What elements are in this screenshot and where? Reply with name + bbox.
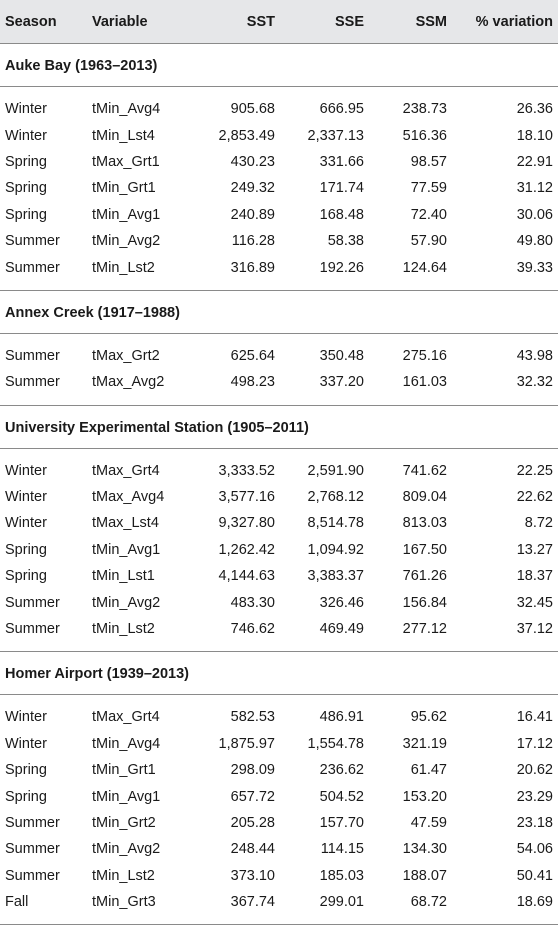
- section-spacer: [0, 695, 558, 705]
- table-row: [0, 343, 558, 369]
- sse-cell: 114.15: [320, 841, 364, 858]
- variable-cell: tMin_Grt3: [92, 894, 156, 911]
- season-cell: Winter: [5, 127, 47, 144]
- season-cell: Spring: [5, 541, 47, 558]
- table-row: [0, 731, 558, 757]
- section-title: Annex Creek (1917–1988): [0, 290, 558, 333]
- ssm-cell: 72.40: [410, 206, 447, 223]
- season-cell: Winter: [5, 489, 47, 506]
- season-cell: Summer: [5, 621, 60, 638]
- section-spacer: [0, 448, 558, 458]
- pct-variation-cell: 23.29: [516, 788, 553, 805]
- sst-cell: 2,853.49: [218, 127, 275, 144]
- ssm-cell: 277.12: [402, 621, 447, 638]
- section-end-spacer: [0, 396, 558, 406]
- season-cell: Spring: [5, 206, 47, 223]
- ssm-cell: 813.03: [402, 515, 447, 532]
- ssm-cell: 57.90: [410, 233, 447, 250]
- sse-cell: 350.48: [319, 347, 364, 364]
- season-cell: Summer: [5, 867, 60, 884]
- pct-variation-cell: 32.45: [516, 594, 553, 611]
- ssm-cell: 95.62: [410, 709, 447, 726]
- variable-cell: tMin_Avg2: [92, 841, 161, 858]
- section-header-row: [0, 44, 558, 87]
- section-spacer: [0, 333, 558, 343]
- table-row: [0, 563, 558, 589]
- season-cell: Spring: [5, 568, 47, 585]
- table-row: [0, 836, 558, 862]
- season-cell: Summer: [5, 815, 60, 831]
- sst-cell: 905.68: [230, 101, 275, 118]
- sse-cell: 236.62: [319, 762, 364, 779]
- pct-variation-cell: 22.62: [516, 489, 553, 506]
- sse-cell: 331.66: [319, 153, 364, 170]
- ssm-cell: 275.16: [402, 347, 447, 364]
- ssm-cell: 156.84: [402, 594, 447, 611]
- sse-cell: 157.70: [319, 815, 364, 831]
- sse-cell: 469.49: [319, 621, 364, 638]
- section-end-spacer: [0, 281, 558, 291]
- sst-cell: 316.89: [230, 259, 275, 276]
- ssm-cell: 516.36: [402, 127, 447, 144]
- season-cell: Summer: [5, 841, 60, 858]
- pct-variation-cell: 18.10: [516, 127, 553, 144]
- variable-cell: tMin_Lst2: [92, 259, 155, 276]
- season-cell: Spring: [5, 788, 47, 805]
- ssm-cell: 238.73: [402, 101, 447, 118]
- sst-cell: 116.28: [231, 233, 275, 250]
- variable-cell: tMin_Lst1: [92, 568, 155, 585]
- sse-cell: 326.46: [319, 594, 364, 611]
- pct-variation-cell: 23.18: [516, 815, 553, 831]
- ssm-cell: 77.59: [410, 180, 447, 197]
- season-cell: Summer: [5, 594, 60, 611]
- section-title: Auke Bay (1963–2013): [0, 44, 558, 87]
- table-row: [0, 202, 558, 228]
- season-cell: Summer: [5, 259, 60, 276]
- variable-cell: tMin_Lst2: [92, 621, 155, 638]
- pct-variation-cell: 13.27: [516, 541, 553, 558]
- sse-cell: 168.48: [319, 206, 364, 223]
- season-cell: Winter: [5, 462, 47, 479]
- column-header-sse: SSE: [279, 0, 368, 44]
- sst-cell: 248.44: [230, 841, 275, 858]
- sse-cell: 3,383.37: [307, 568, 364, 585]
- pct-variation-cell: 22.25: [516, 462, 553, 479]
- ssm-cell: 124.64: [402, 259, 447, 276]
- sst-cell: 582.53: [230, 709, 275, 726]
- variable-cell: tMax_Grt4: [92, 709, 160, 726]
- sst-cell: 298.09: [230, 762, 275, 779]
- pct-variation-cell: 18.37: [516, 568, 553, 585]
- sse-cell: 2,591.90: [307, 462, 364, 479]
- section-end-spacer: [0, 915, 558, 925]
- table-row: [0, 458, 558, 484]
- table-row: [0, 589, 558, 615]
- table-row: [0, 510, 558, 536]
- variable-cell: tMax_Grt2: [92, 347, 160, 364]
- section-header-row: [0, 405, 558, 448]
- variable-cell: tMin_Lst2: [92, 867, 155, 884]
- sst-cell: 625.64: [230, 347, 275, 364]
- variable-cell: tMax_Grt4: [92, 462, 160, 479]
- header-row: [0, 0, 558, 44]
- variable-cell: tMin_Avg1: [92, 206, 161, 223]
- ssm-cell: 134.30: [402, 841, 447, 858]
- table-row: [0, 228, 558, 254]
- variable-cell: tMin_Grt2: [92, 815, 156, 831]
- season-cell: Spring: [5, 762, 47, 779]
- column-header-variable: Variable: [88, 0, 200, 44]
- pct-variation-cell: 39.33: [516, 259, 553, 276]
- season-cell: Spring: [5, 153, 47, 170]
- season-cell: Spring: [5, 180, 47, 197]
- section-header-row: [0, 652, 558, 695]
- ssm-cell: 809.04: [402, 489, 447, 506]
- variable-cell: tMax_Avg2: [92, 374, 165, 391]
- season-cell: Winter: [5, 735, 47, 752]
- table-row: [0, 704, 558, 730]
- table-row: [0, 783, 558, 809]
- sse-cell: 58.38: [327, 233, 364, 250]
- table-row: [0, 122, 558, 148]
- ssm-cell: 98.57: [410, 153, 447, 170]
- sse-cell: 337.20: [319, 374, 364, 391]
- sse-cell: 666.95: [319, 101, 364, 118]
- season-cell: Fall: [5, 894, 29, 911]
- variable-cell: tMin_Avg1: [92, 788, 161, 805]
- variable-cell: tMin_Grt1: [92, 762, 156, 779]
- sst-cell: 483.30: [230, 594, 275, 611]
- sse-cell: 185.03: [319, 867, 364, 884]
- variable-cell: tMax_Grt1: [92, 153, 160, 170]
- pct-variation-cell: 22.91: [516, 153, 553, 170]
- pct-variation-cell: 31.12: [516, 180, 553, 197]
- table-row: [0, 175, 558, 201]
- pct-variation-cell: 16.41: [516, 709, 553, 726]
- sst-cell: 9,327.80: [218, 515, 275, 532]
- column-header-season: Season: [0, 0, 88, 44]
- ssm-cell: 321.19: [402, 735, 447, 752]
- table-row: [0, 863, 558, 889]
- ssm-cell: 47.59: [410, 815, 447, 831]
- variable-cell: tMin_Grt1: [92, 180, 156, 197]
- table-body: [0, 44, 558, 925]
- pct-variation-cell: 54.06: [516, 841, 553, 858]
- table-row: [0, 616, 558, 642]
- pct-variation-cell: 49.80: [516, 233, 553, 250]
- ssm-cell: 167.50: [402, 541, 447, 558]
- variable-cell: tMin_Avg4: [92, 101, 161, 118]
- sse-cell: 192.26: [319, 259, 364, 276]
- table-row: [0, 810, 558, 836]
- section-spacer: [0, 87, 558, 97]
- variable-cell: tMin_Avg1: [92, 541, 161, 558]
- sst-cell: 1,875.97: [218, 735, 275, 752]
- season-cell: Winter: [5, 101, 47, 118]
- variable-cell: tMax_Lst4: [92, 515, 159, 532]
- table-row: [0, 254, 558, 280]
- season-cell: Winter: [5, 709, 47, 726]
- pct-variation-cell: 26.36: [516, 101, 553, 118]
- variable-cell: tMin_Avg2: [92, 594, 161, 611]
- section-title: Homer Airport (1939–2013): [0, 652, 558, 695]
- sse-cell: 504.52: [319, 788, 364, 805]
- season-cell: Summer: [5, 347, 60, 364]
- sst-cell: 430.23: [230, 153, 275, 170]
- sst-cell: 249.32: [230, 180, 275, 197]
- sst-cell: 373.10: [230, 867, 275, 884]
- sst-cell: 3,333.52: [218, 462, 275, 479]
- sst-cell: 498.23: [230, 374, 275, 391]
- pct-variation-cell: 43.98: [516, 347, 553, 364]
- ssm-cell: 761.26: [402, 568, 447, 585]
- column-header-ssm: SSM: [368, 0, 451, 44]
- sst-cell: 1,262.42: [218, 541, 275, 558]
- sst-cell: 3,577.16: [218, 489, 275, 506]
- sse-cell: 8,514.78: [307, 515, 364, 532]
- column-header-pct-variation: % variation: [451, 0, 558, 44]
- ssm-cell: 153.20: [402, 788, 447, 805]
- section-title: University Experimental Station (1905–2011): [0, 405, 558, 448]
- pct-variation-cell: 8.72: [524, 515, 553, 532]
- table-row: [0, 96, 558, 122]
- sst-cell: 657.72: [230, 788, 275, 805]
- variable-cell: tMin_Lst4: [92, 127, 155, 144]
- ssm-cell: 161.03: [402, 374, 447, 391]
- sse-cell: 2,337.13: [307, 127, 364, 144]
- ssm-cell: 741.62: [402, 462, 447, 479]
- sst-cell: 367.74: [230, 894, 275, 911]
- sse-cell: 1,554.78: [307, 735, 364, 752]
- sse-cell: 171.74: [319, 180, 364, 197]
- pct-variation-cell: 50.41: [516, 867, 553, 884]
- pct-variation-cell: 30.06: [516, 206, 553, 223]
- variable-cell: tMin_Avg2: [92, 233, 161, 250]
- ssm-cell: 68.72: [410, 894, 447, 911]
- variable-cell: tMin_Avg4: [92, 735, 161, 752]
- sse-cell: 486.91: [319, 709, 364, 726]
- ssm-cell: 61.47: [410, 762, 447, 779]
- season-cell: Winter: [5, 515, 47, 532]
- sst-cell: 240.89: [230, 206, 275, 223]
- table-row: [0, 369, 558, 395]
- variable-cell: tMax_Avg4: [92, 489, 165, 506]
- pct-variation-cell: 20.62: [516, 762, 553, 779]
- table-row: [0, 889, 558, 915]
- section-header-row: [0, 290, 558, 333]
- sst-cell: 746.62: [230, 621, 275, 638]
- column-header-sst: SST: [200, 0, 279, 44]
- pct-variation-cell: 18.69: [516, 894, 553, 911]
- pct-variation-cell: 32.32: [516, 374, 553, 391]
- sst-cell: 205.28: [230, 815, 275, 831]
- sst-cell: 4,144.63: [218, 568, 275, 585]
- sse-cell: 1,094.92: [307, 541, 364, 558]
- sse-cell: 2,768.12: [307, 489, 364, 506]
- section-end-spacer: [0, 642, 558, 652]
- pct-variation-cell: 17.12: [516, 735, 553, 752]
- table-row: [0, 537, 558, 563]
- season-cell: Summer: [5, 374, 60, 391]
- pct-variation-cell: 37.12: [516, 621, 553, 638]
- season-cell: Summer: [5, 233, 60, 250]
- table-row: [0, 149, 558, 175]
- table-row: [0, 484, 558, 510]
- ssm-cell: 188.07: [402, 867, 447, 884]
- sse-cell: 299.01: [319, 894, 364, 911]
- table-row: [0, 757, 558, 783]
